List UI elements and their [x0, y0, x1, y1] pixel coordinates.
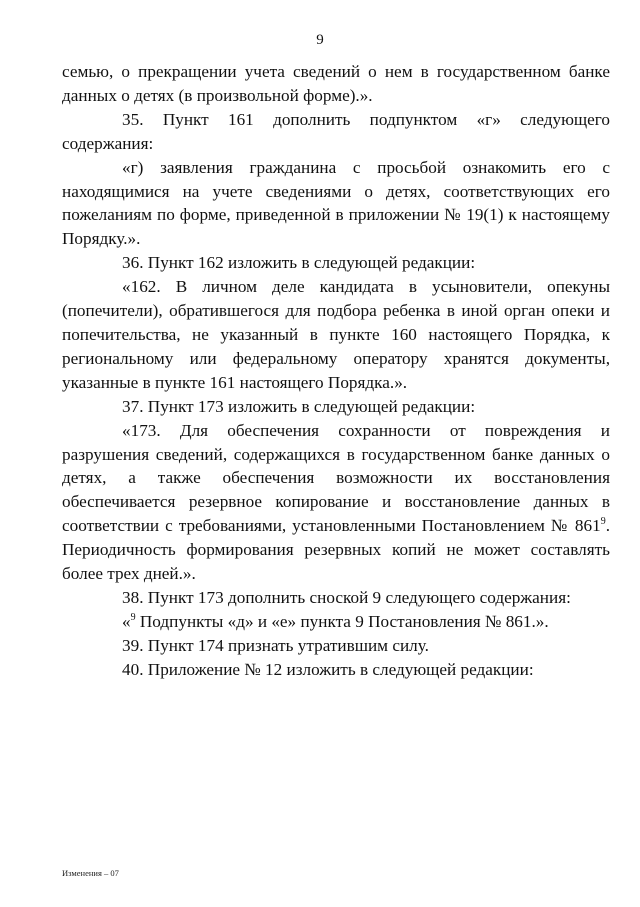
footnote-marker: 9 [130, 611, 136, 623]
footnote-marker: 9 [600, 516, 606, 528]
paragraph-footnote-9-text: Подпункты «д» и «е» пункта 9 Постановления № 861.». [135, 611, 549, 631]
paragraph-quote-173-text: «173. Для обеспечения сохранности от повреждения и разрушения сведений, содержащихся в государственном банке данных о детях, а также обеспечения возможности их восстановления обеспечивается резервное копирование и восстановление данных в соответствии с требованиями, установленными Постановлением № 861 [62, 420, 610, 536]
page-number: 9 [316, 32, 324, 48]
paragraph-footnote-9-open: « [122, 611, 131, 631]
paragraph-item-37: 37. Пункт 173 изложить в следующей редакции: [122, 396, 476, 416]
paragraph-quote-173 [62, 419, 610, 586]
paragraph-item-38: 38. Пункт 173 дополнить сноской 9 следующего содержания: [122, 587, 571, 607]
paragraph-item-35: 35. Пункт 161 дополнить подпунктом «г» следующего содержания: [62, 109, 610, 153]
paragraph-item-40: 40. Приложение № 12 изложить в следующей редакции: [122, 659, 534, 679]
paragraph-continuation: семью, о прекращении учета сведений о нем в государственном банке данных о детях (в произвольной форме).». [62, 62, 610, 105]
paragraph-footnote-9 [62, 610, 610, 634]
paragraph-item-39: 39. Пункт 174 признать утратившим силу. [122, 635, 429, 655]
paragraph-quote-g: «г) заявления гражданина с просьбой ознакомить его с находящимися на учете сведениями о детях, соответствующих его пожеланиям по форме, приведенной в приложении № 19(1) к настоящему Порядку.». [62, 157, 610, 249]
document-body [62, 60, 610, 682]
footer-note: Изменения – 07 [62, 868, 119, 878]
paragraph-item-36: 36. Пункт 162 изложить в следующей редакции: [122, 253, 476, 273]
paragraph-quote-162: «162. В личном деле кандидата в усыновители, опекуны (попечители), обратившегося для подбора ребенка в иной орган опеки и попечительства, не указанный в пункте 160 настоящего Порядка, к региональному или федеральному оператору хранятся документы, указанные в пункте 161 настоящего Порядка.». [62, 277, 610, 392]
paragraph-quote-173-tail: . Периодичность формирования резервных копий не может составлять более трех дней.». [62, 516, 610, 584]
